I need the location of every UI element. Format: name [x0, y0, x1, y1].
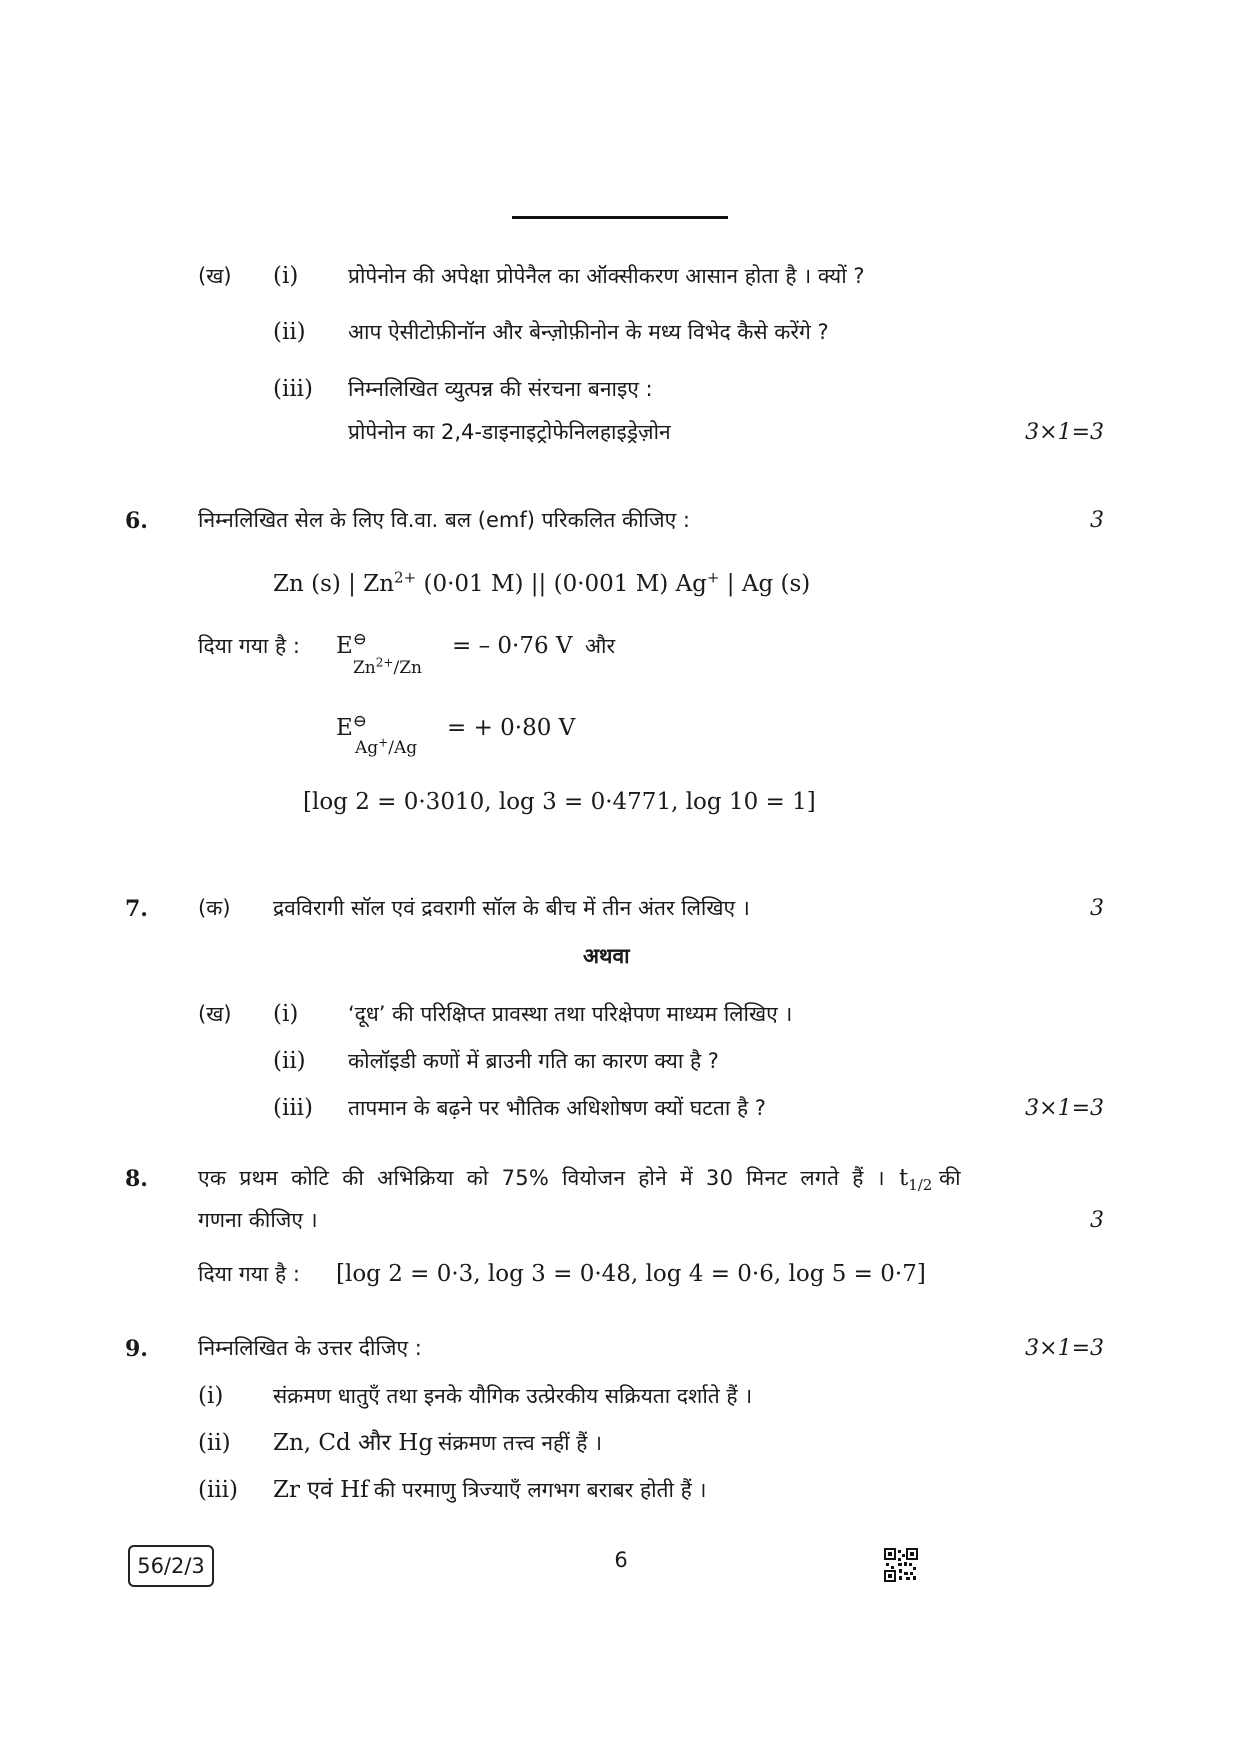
q8-given-label: दिया गया है :: [198, 1262, 300, 1286]
q6-e1-value: = – 0·76 V: [452, 633, 573, 659]
q5b-ii-text: आप ऐसीटोफ़ीनॉन और बेन्ज़ोफ़ीनोन के मध्य विभेद कैसे करेंगे ?: [348, 320, 829, 344]
q5b-i-num: (i): [273, 263, 299, 289]
q9-marks: 3×1=3: [1025, 1336, 1104, 1361]
q5b-i-text: प्रोपेनोन की अपेक्षा प्रोपेनैल का ऑक्सीकरण आसान होता है । क्यों ?: [348, 264, 865, 288]
q7b-iii-num: (iii): [273, 1095, 314, 1121]
q6-marks: 3: [1090, 508, 1104, 533]
page-number: 6: [614, 1548, 628, 1572]
q8-number: 8.: [125, 1166, 148, 1192]
q6-log-values: [log 2 = 0·3010, log 3 = 0·4771, log 10 = 1]: [303, 789, 816, 815]
q6-number: 6.: [125, 508, 148, 534]
q6-and: और: [585, 634, 616, 658]
q7a-label: (क): [198, 896, 231, 920]
q6-text: निम्नलिखित सेल के लिए वि.वा. बल (emf) परिकलित कीजिए :: [198, 508, 690, 532]
q6-given-label: दिया गया है :: [198, 634, 300, 658]
paper-code-badge: 56/2/3: [128, 1545, 214, 1587]
q9-text: निम्नलिखित के उत्तर दीजिए :: [198, 1336, 422, 1360]
q6-e2-subscript: Ag+/Ag: [355, 735, 418, 758]
q5b-iii-num: (iii): [273, 376, 314, 402]
q8-log-values: [log 2 = 0·3, log 3 = 0·48, log 4 = 0·6, log 5 = 0·7]: [336, 1261, 926, 1287]
q7b-marks: 3×1=3: [1025, 1096, 1104, 1121]
q9-iii-text: Zr एवं Hf की परमाणु त्रिज्याएँ लगभग बराबर होती हैं ।: [273, 1477, 707, 1503]
qr-code-icon: [884, 1548, 918, 1582]
q9-i-num: (i): [198, 1383, 224, 1409]
q5b-marks: 3×1=3: [1025, 420, 1104, 445]
q9-ii-num: (ii): [198, 1430, 231, 1456]
q6-e1-symbol: E⊖: [336, 629, 368, 659]
q9-iii-num: (iii): [198, 1477, 239, 1503]
q7-number: 7.: [125, 896, 148, 922]
q9-number: 9.: [125, 1336, 148, 1362]
top-divider: [512, 216, 728, 219]
q5b-iii-text: निम्नलिखित व्युत्पन्न की संरचना बनाइए :: [348, 377, 653, 401]
q6-e1-subscript: $Zn^{2+}/Zn$: [353, 655, 422, 678]
q6-e2-value: = + 0·80 V: [447, 715, 576, 741]
q5b-ii-num: (ii): [273, 319, 306, 345]
q9-ii-text: Zn, Cd और Hg संक्रमण तत्त्व नहीं हैं ।: [273, 1430, 603, 1456]
q6-e2-symbol: E⊖: [336, 711, 368, 741]
q7b-ii-num: (ii): [273, 1048, 306, 1074]
q7b-label: (ख): [198, 1002, 232, 1026]
q7b-i-text: ‘दूध’ की परिक्षिप्त प्रावस्था तथा परिक्षेपण माध्यम लिखिए ।: [348, 1002, 793, 1026]
q9-i-text: संक्रमण धातुएँ तथा इनके यौगिक उत्प्रेरकीय सक्रियता दर्शाते हैं ।: [273, 1384, 753, 1408]
q7-or: अथवा: [583, 944, 630, 968]
q7b-i-num: (i): [273, 1001, 299, 1027]
q8-text: एक प्रथम कोटि की अभिक्रिया को 75% वियोजन होने में 30 मिनट लगते हैं । $t_{1/2}$ की: [198, 1165, 961, 1195]
q5b-iii-text2: प्रोपेनोन का 2,4-डाइनाइट्रोफेनिलहाइड्रेज़ोन: [348, 420, 671, 444]
q7b-ii-text: कोलॉइडी कणों में ब्राउनी गति का कारण क्या है ?: [348, 1049, 719, 1073]
q8-text2: गणना कीजिए ।: [198, 1208, 318, 1232]
q7a-text: द्रवविरागी सॉल एवं द्रवरागी सॉल के बीच में तीन अंतर लिखिए ।: [273, 896, 750, 920]
q7a-marks: 3: [1090, 896, 1104, 921]
q8-marks: 3: [1090, 1208, 1104, 1233]
q6-cell-notation: Zn (s) | $Zn^{2+}$ (0·01 M) || (0·001 M) Ag+ | Ag (s): [273, 568, 811, 597]
q5b-label: (ख): [198, 264, 232, 288]
q7b-iii-text: तापमान के बढ़ने पर भौतिक अधिशोषण क्यों घटता है ?: [348, 1096, 766, 1120]
